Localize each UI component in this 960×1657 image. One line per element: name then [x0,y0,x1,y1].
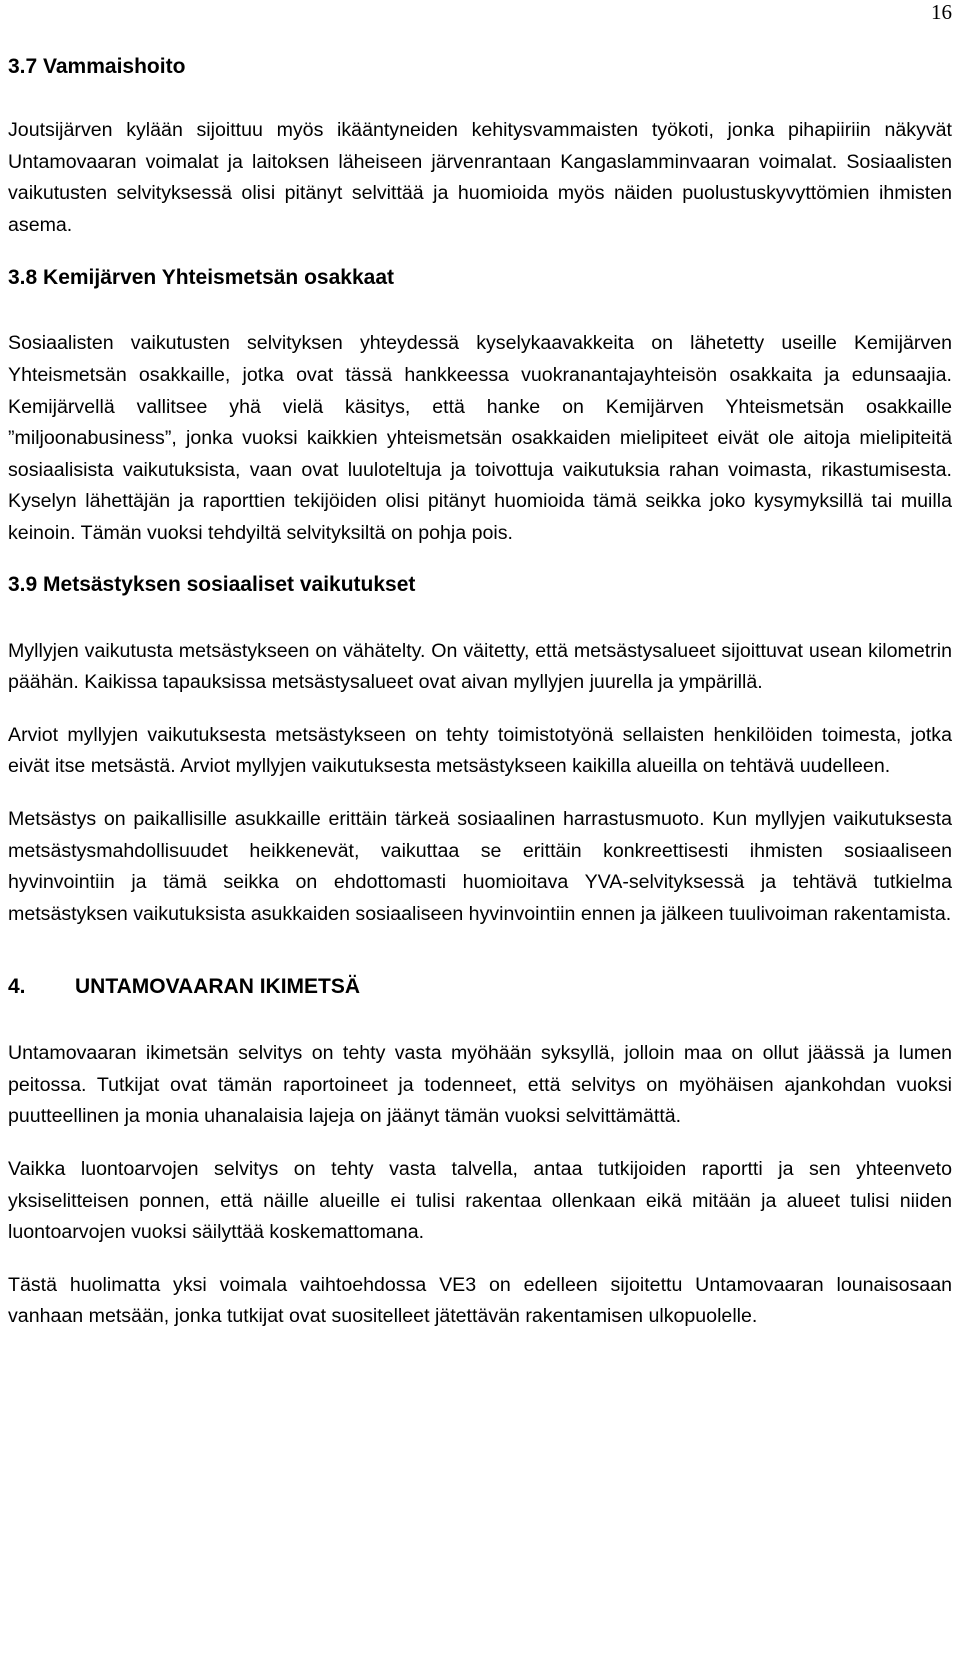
paragraph: Sosiaalisten vaikutusten selvityksen yhteydessä kyselykaavakkeita on lähetetty useille Kemijärven Yhteismetsän osakkaille, jotka ovat tässä hankkeessa vuokranantajayhteisön osakkaita ja edunsaajia. Kemijärvellä vallitsee yhä vielä käsitys, että hanke on Kemijärven Yhteismetsän osakkaille ”miljoonabusiness”, jonka vuoksi kaikkien yhteismetsän osakkaiden mielipiteet eivät ole aitoja mielipiteitä sosiaalisista vaikutuksista, vaan ovat luuloteltuja ja toivottuja vaikutuksia rahan voimasta, rikastumisesta. Kyselyn lähettäjän ja raporttien tekijöiden olisi pitänyt huomioida tämä seikka joko kysymyksillä tai muilla keinoin. Tämän vuoksi tehdyiltä selvityksiltä on pohja pois. [8,332,952,544]
document-body [8,46,952,1333]
chapter-number: 4. [8,975,26,999]
section-heading-3-7: 3.7 Vammaishoito [8,55,186,78]
section-heading-3-8: 3.8 Kemijärven Yhteismetsän osakkaat [8,266,394,290]
chapter-title: UNTAMOVAARAN IKIMETSÄ [75,975,361,999]
paragraph: Vaikka luontoarvojen selvitys on tehty vasta talvella, antaa tutkijoiden raportti ja sen yhteenveto yksiselitteisen ponnen, että näille alueille ei tulisi rakentaa ollenkaan eikä mitään ja alueet tulisi niiden luontoarvojen vuoksi säilyttää koskemattomana. [8,1158,952,1244]
section-heading-3-9: 3.9 Metsästyksen sosiaaliset vaikutukset [8,572,416,596]
paragraph: Arviot myllyjen vaikutuksesta metsästykseen on tehty toimistotyönä sellaisten henkilöiden toimesta, jotka eivät itse metsästä. Arviot myllyjen vaikutuksesta metsästykseen kaikilla alueilla on tehtävä uudelleen. [8,723,952,778]
paragraph: Untamovaaran ikimetsän selvitys on tehty vasta myöhään syksyllä, jolloin maa on ollut jäässä ja lumen peitossa. Tutkijat ovat tämän raportoineet ja todenneet, että selvitys on myöhäisen ajankohdan vuoksi puutteellinen ja monia uhanalaisia lajeja on jäänyt tämän vuoksi selvittämättä. [8,1042,952,1128]
paragraph: Myllyjen vaikutusta metsästykseen on vähätelty. On väitetty, että metsästysalueet sijoittuvat usean kilometrin päähän. Kaikissa tapauksissa metsästysalueet ovat aivan myllyjen juurella ja ympärillä. [8,639,952,694]
paragraph: Tästä huolimatta yksi voimala vaihtoehdossa VE3 on edelleen sijoitettu Untamovaaran lounaisosaan vanhaan metsään, jonka tutkijat ovat suositelleet jätettävän rakentamisen ulkopuolelle. [8,1273,952,1328]
chapter-heading-4 [8,971,952,1002]
paragraph: Metsästys on paikallisille asukkaille erittäin tärkeä sosiaalinen harrastusmuoto. Kun myllyjen vaikutuksesta metsästysmahdollisuudet heikkenevät, vaikuttaa se erittäin konkreettisesti ihmisten sosiaaliseen hyvinvointiin ja tämä seikka on ehdottomasti huomioitava YVA-selvityksessä ja tehtävä tutkielma metsästyksen vaikutuksista asukkaiden sosiaaliseen hyvinvointiin ennen ja jälkeen tuulivoiman rakentamista. [8,807,952,925]
paragraph: Joutsijärven kylään sijoittuu myös ikääntyneiden kehitysvammaisten työkoti, jonka pihapiiriin näkyvät Untamovaaran voimalat ja laitoksen läheiseen järvenrantaan Kangaslamminvaaran voimalat. Sosiaalisten vaikutusten selvityksessä olisi pitänyt selvittää ja huomioida myös näiden puolustuskyvyttömien ihmisten asema. [8,119,952,236]
page-number: 16 [931,0,952,24]
